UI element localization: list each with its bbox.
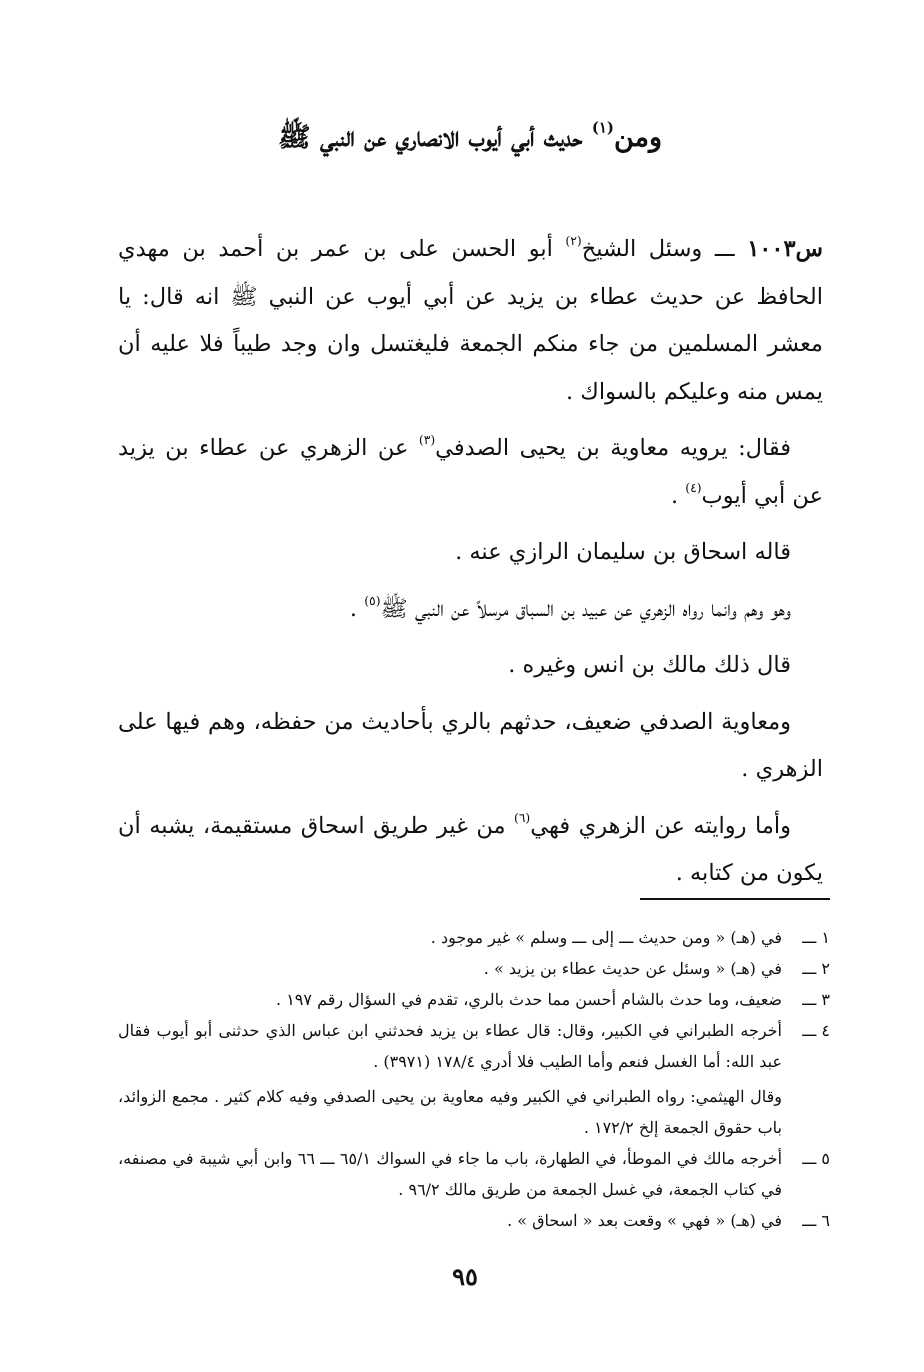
question-paragraph bbox=[118, 226, 823, 416]
footnote-text: أخرجه الطبراني في الكبير، وقال: قال عطاء بن يزيد فحدثني ابن عباس الذي حدثنى أبو أيوب فقال عبد الله: أما الغسل فنعم وأما الطيب فلا أدري ١٧٨/٤ (٣٩٧١) . bbox=[118, 1021, 782, 1071]
footnote-separator bbox=[640, 898, 830, 900]
heading-text-before: ومن bbox=[613, 122, 662, 153]
footnote-text: في (هـ) « ومن حديث ـــ إلى ـــ وسلم » غير موجود . bbox=[430, 928, 782, 947]
footnote-text: ضعيف، وما حدث بالشام أحسن مما حدث بالري، تقدم في السؤال رقم ١٩٧ . bbox=[276, 990, 782, 1009]
answer-paragraph-5: ومعاوية الصدفي ضعيف، حدثهم بالري بأحاديث من حفظه، وهم فيها على الزهري . bbox=[118, 708, 823, 782]
answer-6-text-a: وأما روايته عن الزهري فهي bbox=[530, 812, 792, 839]
footnote-number: ٦ ـــ bbox=[802, 1211, 830, 1230]
footnote-number: ٣ ـــ bbox=[802, 990, 830, 1009]
heading-text-after: حديث أبي أيوب الانصاري عن النبي ﷺ bbox=[278, 122, 592, 153]
footnote-text-continued: وقال الهيثمي: رواه الطبراني في الكبير وفيه معاوية بن يحيى الصدفي وفيه كلام كثير . مجمع الزوائد، باب حقوق الجمعة إلخ ١٧٢/٢ . bbox=[118, 1087, 782, 1137]
footnote-4 bbox=[118, 1015, 830, 1143]
footnote-1 bbox=[118, 922, 830, 953]
footnote-ref-5: (٥) bbox=[364, 593, 381, 608]
footnote-ref-3: (٣) bbox=[418, 432, 436, 447]
footnote-number: ٤ ـــ bbox=[802, 1021, 830, 1040]
answer-3-text-a: وهو وهم وانما رواه الزهري عن عبيد بن السباق مرسلاً عن النبي ﷺ bbox=[380, 595, 791, 622]
page-number: ٩٥ bbox=[452, 1262, 478, 1291]
answer-paragraph-3 bbox=[118, 586, 823, 634]
footnote-number: ٥ ـــ bbox=[802, 1149, 830, 1168]
answer-3-text-b: . bbox=[349, 595, 365, 622]
section-heading bbox=[120, 118, 820, 158]
footnote-6 bbox=[118, 1205, 830, 1236]
footnote-2 bbox=[118, 953, 830, 984]
footnote-3 bbox=[118, 984, 830, 1015]
answer-paragraph-4: قال ذلك مالك بن انس وغيره . bbox=[508, 652, 791, 678]
main-text bbox=[118, 226, 823, 907]
answer-6-text-b: من غير طريق اسحاق مستقيمة، يشبه أن يكون من كتابه . bbox=[118, 812, 823, 886]
question-text-b: أبو الحسن على بن عمر بن أحمد بن مهدي الحافظ عن حديث عطاء بن يزيد عن أبي أيوب عن النبي ﷺ انه قال: يا معشر المسلمين من جاء منكم الجمعة فليغتسل وان وجد طيباً فلا عليه أن يمس منه وعليكم بالسواك . bbox=[118, 236, 823, 405]
footnotes bbox=[118, 922, 830, 1236]
footnote-number: ٢ ـــ bbox=[802, 959, 830, 978]
footnote-5 bbox=[118, 1143, 830, 1205]
answer-paragraph-6 bbox=[118, 803, 823, 898]
footnote-ref-4: (٤) bbox=[685, 480, 702, 495]
answer-paragraph-2: قاله اسحاق بن سليمان الرازي عنه . bbox=[455, 539, 791, 565]
footnote-ref-6: (٦) bbox=[513, 810, 531, 825]
footnote-ref-1: (١) bbox=[591, 118, 614, 137]
answer-1-text-c: . bbox=[670, 482, 686, 509]
footnote-text: في (هـ) « فهي » وقعت بعد « اسحاق » . bbox=[507, 1211, 782, 1230]
answer-1-text-b: عن الزهري عن عطاء بن يزيد عن أبي أيوب bbox=[118, 435, 823, 509]
footnote-text: في (هـ) « وسئل عن حديث عطاء بن يزيد » . bbox=[483, 959, 782, 978]
answer-1-text-a: فقال: يرويه معاوية بن يحيى الصدفي bbox=[435, 435, 791, 461]
footnote-ref-2: (٢) bbox=[565, 233, 582, 248]
footnote-number: ١ ـــ bbox=[802, 928, 830, 947]
footnote-text: أخرجه مالك في الموطأ، في الطهارة، باب ما جاء في السواك ٦٥/١ ـــ ٦٦ وابن أبي شيبة في مصنفه، في كتاب الجمعة، في غسل الجمعة من طريق مالك ٩٦/٢ . bbox=[118, 1149, 783, 1199]
question-text-a: ـــ وسئل الشيخ bbox=[581, 236, 748, 262]
question-number: س١٠٠٣ bbox=[747, 236, 823, 262]
answer-paragraph-1 bbox=[118, 425, 823, 520]
